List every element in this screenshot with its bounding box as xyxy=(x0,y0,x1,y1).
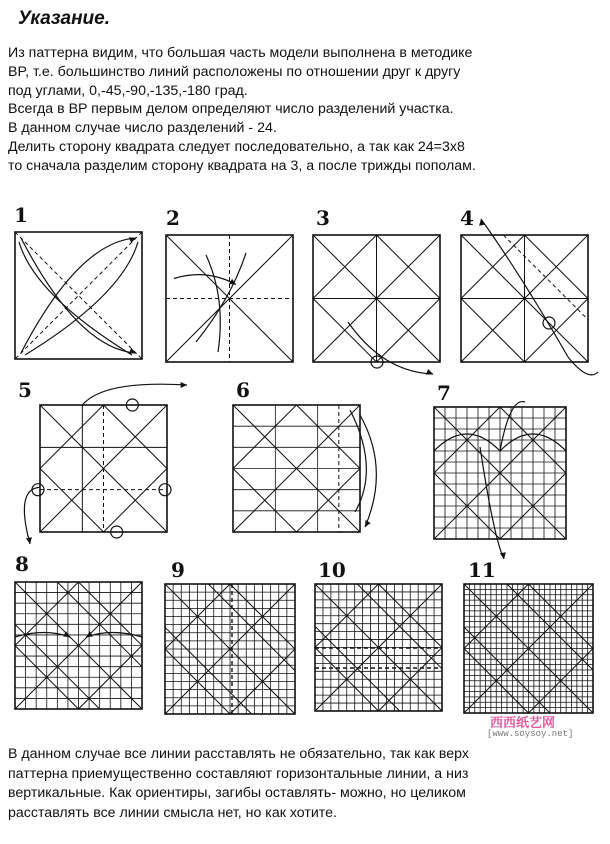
step-number: 2 xyxy=(166,206,180,230)
intro-line: Из паттерна видим, что большая часть модели выполнена в методике xyxy=(8,45,473,61)
watermark-url: [www.soysoy.net] xyxy=(487,729,574,739)
arrow-head xyxy=(181,382,187,388)
arrow-head xyxy=(26,537,32,544)
page-title: Указание. xyxy=(18,8,111,29)
fold-arrow xyxy=(568,357,598,375)
fold-arrow xyxy=(21,238,136,353)
footer-paragraph xyxy=(8,745,608,823)
arrow-head xyxy=(426,369,433,375)
fold-arrow xyxy=(196,253,246,342)
step-number: 4 xyxy=(460,206,474,230)
step-number: 3 xyxy=(316,206,330,230)
step-number: 7 xyxy=(437,381,451,405)
arrow-head xyxy=(129,237,136,243)
step-number: 9 xyxy=(171,558,185,582)
fold-arrow xyxy=(500,402,525,451)
footer-line: В данном случае все линии расставлять не обязательно, так как верх xyxy=(8,746,469,762)
fold-arrow xyxy=(174,275,236,285)
intro-line: под углами, 0,-45,-90,-135,-180 град. xyxy=(8,82,248,99)
fold-arrow xyxy=(360,415,376,527)
step-number: 5 xyxy=(18,378,32,402)
footer-line: расставлять все линии смысла нет, но как хотите. xyxy=(8,804,337,821)
watermark-logo: 西西纸艺网 xyxy=(490,715,556,730)
intro-line: то сначала разделим сторону квадрата на 3, а после трижды пополам. xyxy=(8,157,476,174)
arrow-head xyxy=(129,348,136,354)
fold-arrow xyxy=(82,384,187,405)
step-number: 8 xyxy=(15,552,29,576)
footer-line: вертикальные. Как ориентиры, загибы оставлять- можно, но целиком xyxy=(8,785,466,801)
step-number: 6 xyxy=(236,378,250,402)
intro-line: BP, т.е. большинство линий расположены по отношении друг к другу xyxy=(8,63,461,80)
fold-arrow xyxy=(21,238,136,353)
intro-line: Всегда в BP первым делом определяют число разделений участка. xyxy=(8,101,454,118)
step-number: 10 xyxy=(318,558,346,582)
intro-line: Делить сторону квадрата следует последовательно, а так как 24=3x8 xyxy=(8,138,465,155)
step-number: 1 xyxy=(14,203,28,227)
footer-line: паттерна приемущественно составляют горизонтальные линии, а низ xyxy=(8,765,469,782)
step-number: 11 xyxy=(468,558,496,582)
arrow-head xyxy=(63,631,70,637)
fold-arrow xyxy=(206,255,220,352)
valley-fold-line xyxy=(15,232,142,359)
intro-line: В данном случае число разделений - 24. xyxy=(8,120,277,137)
